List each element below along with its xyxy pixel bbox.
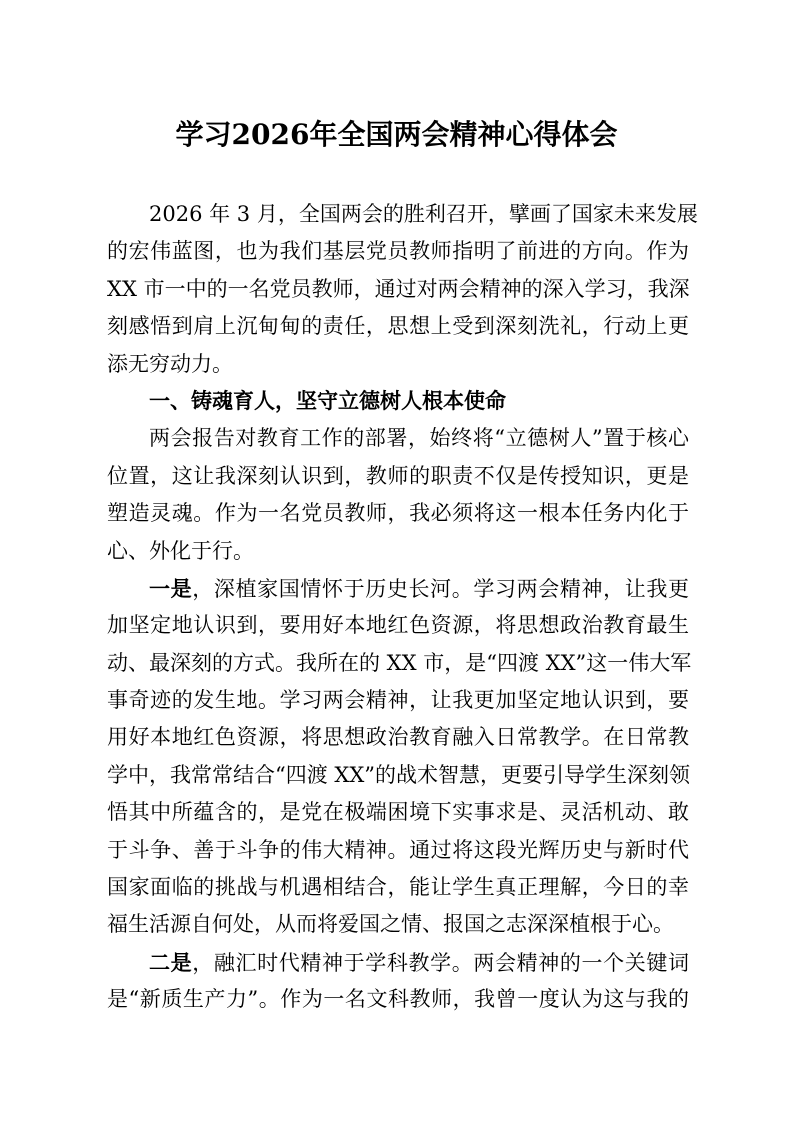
text-line bbox=[107, 420, 689, 457]
document-body bbox=[107, 196, 698, 1019]
text-line bbox=[107, 346, 689, 383]
text-line bbox=[107, 570, 689, 607]
line-text: 加坚定地认识到，要用好本地红色资源，将思想政治教育最生 bbox=[107, 613, 689, 638]
text-line bbox=[107, 458, 689, 495]
line-text: 悟其中所蕴含的，是党在极端困境下实事求是、灵活机动、敢 bbox=[107, 800, 689, 825]
text-line bbox=[107, 607, 689, 644]
line-text: 国家面临的挑战与机遇相结合，能让学生真正理解，今日的幸 bbox=[107, 875, 689, 900]
line-text: 塑造灵魂。作为一名党员教师，我必须将这一根本任务内化于 bbox=[107, 501, 689, 526]
text-line bbox=[107, 832, 689, 869]
line-text: 2026 年 3 月，全国两会的胜利召开，擘画了国家未来发展 bbox=[149, 202, 698, 226]
line-text: ，融汇时代精神于学科教学。两会精神的一个关键词 bbox=[192, 950, 689, 975]
text-line bbox=[107, 869, 689, 906]
text-line bbox=[107, 271, 689, 308]
line-text: 于斗争、善于斗争的伟大精神。通过将这段光辉历史与新时代 bbox=[107, 837, 689, 862]
line-text: 一、铸魂育人，坚守立德树人根本使命 bbox=[149, 388, 506, 413]
line-text: ，深植家国情怀于历史长河。学习两会精神，让我更 bbox=[192, 576, 689, 601]
line-text: 心、外化于行。 bbox=[107, 538, 254, 563]
text-line bbox=[107, 719, 689, 756]
text-line bbox=[107, 794, 689, 831]
line-text: 学中，我常常结合“四渡 XX”的战术智慧，更要引导学生深刻领 bbox=[107, 762, 691, 787]
line-text: 是“新质生产力”。作为一名文科教师，我曾一度认为这与我的 bbox=[107, 987, 689, 1012]
text-line bbox=[107, 533, 689, 570]
text-line bbox=[107, 495, 689, 532]
line-text: 两会报告对教育工作的部署，始终将“立德树人”置于核心 bbox=[149, 426, 689, 451]
line-text: 用好本地红色资源，将思想政治教育融入日常教学。在日常教 bbox=[107, 725, 689, 750]
text-line bbox=[107, 233, 689, 270]
bold-lead: 二是 bbox=[149, 949, 193, 975]
line-text: XX 市一中的一名党员教师，通过对两会精神的深入学习，我深 bbox=[107, 276, 690, 301]
text-line bbox=[107, 906, 689, 943]
text-line bbox=[107, 944, 689, 981]
line-text: 刻感悟到肩上沉甸甸的责任，思想上受到深刻洗礼，行动上更 bbox=[107, 314, 689, 339]
text-line bbox=[107, 308, 689, 345]
text-line bbox=[107, 757, 689, 794]
line-text: 动、最深刻的方式。我所在的 XX 市，是“四渡 XX”这一伟大军 bbox=[107, 650, 692, 675]
line-text: 位置，这让我深刻认识到，教师的职责不仅是传授知识，更是 bbox=[107, 463, 689, 488]
text-line bbox=[107, 981, 689, 1018]
document-title: 学习2026年全国两会精神心得体会 bbox=[175, 118, 618, 151]
section-heading bbox=[107, 383, 689, 420]
line-text: 的宏伟蓝图，也为我们基层党员教师指明了前进的方向。作为 bbox=[107, 239, 689, 264]
text-line bbox=[107, 682, 689, 719]
line-text: 添无穷动力。 bbox=[107, 351, 233, 376]
text-line bbox=[107, 645, 692, 682]
line-text: 福生活源自何处，从而将爱国之情、报国之志深深植根于心。 bbox=[107, 912, 674, 937]
bold-lead: 一是 bbox=[149, 575, 193, 601]
line-text: 事奇迹的发生地。学习两会精神，让我更加坚定地认识到，要 bbox=[107, 688, 689, 713]
text-line bbox=[107, 196, 698, 233]
